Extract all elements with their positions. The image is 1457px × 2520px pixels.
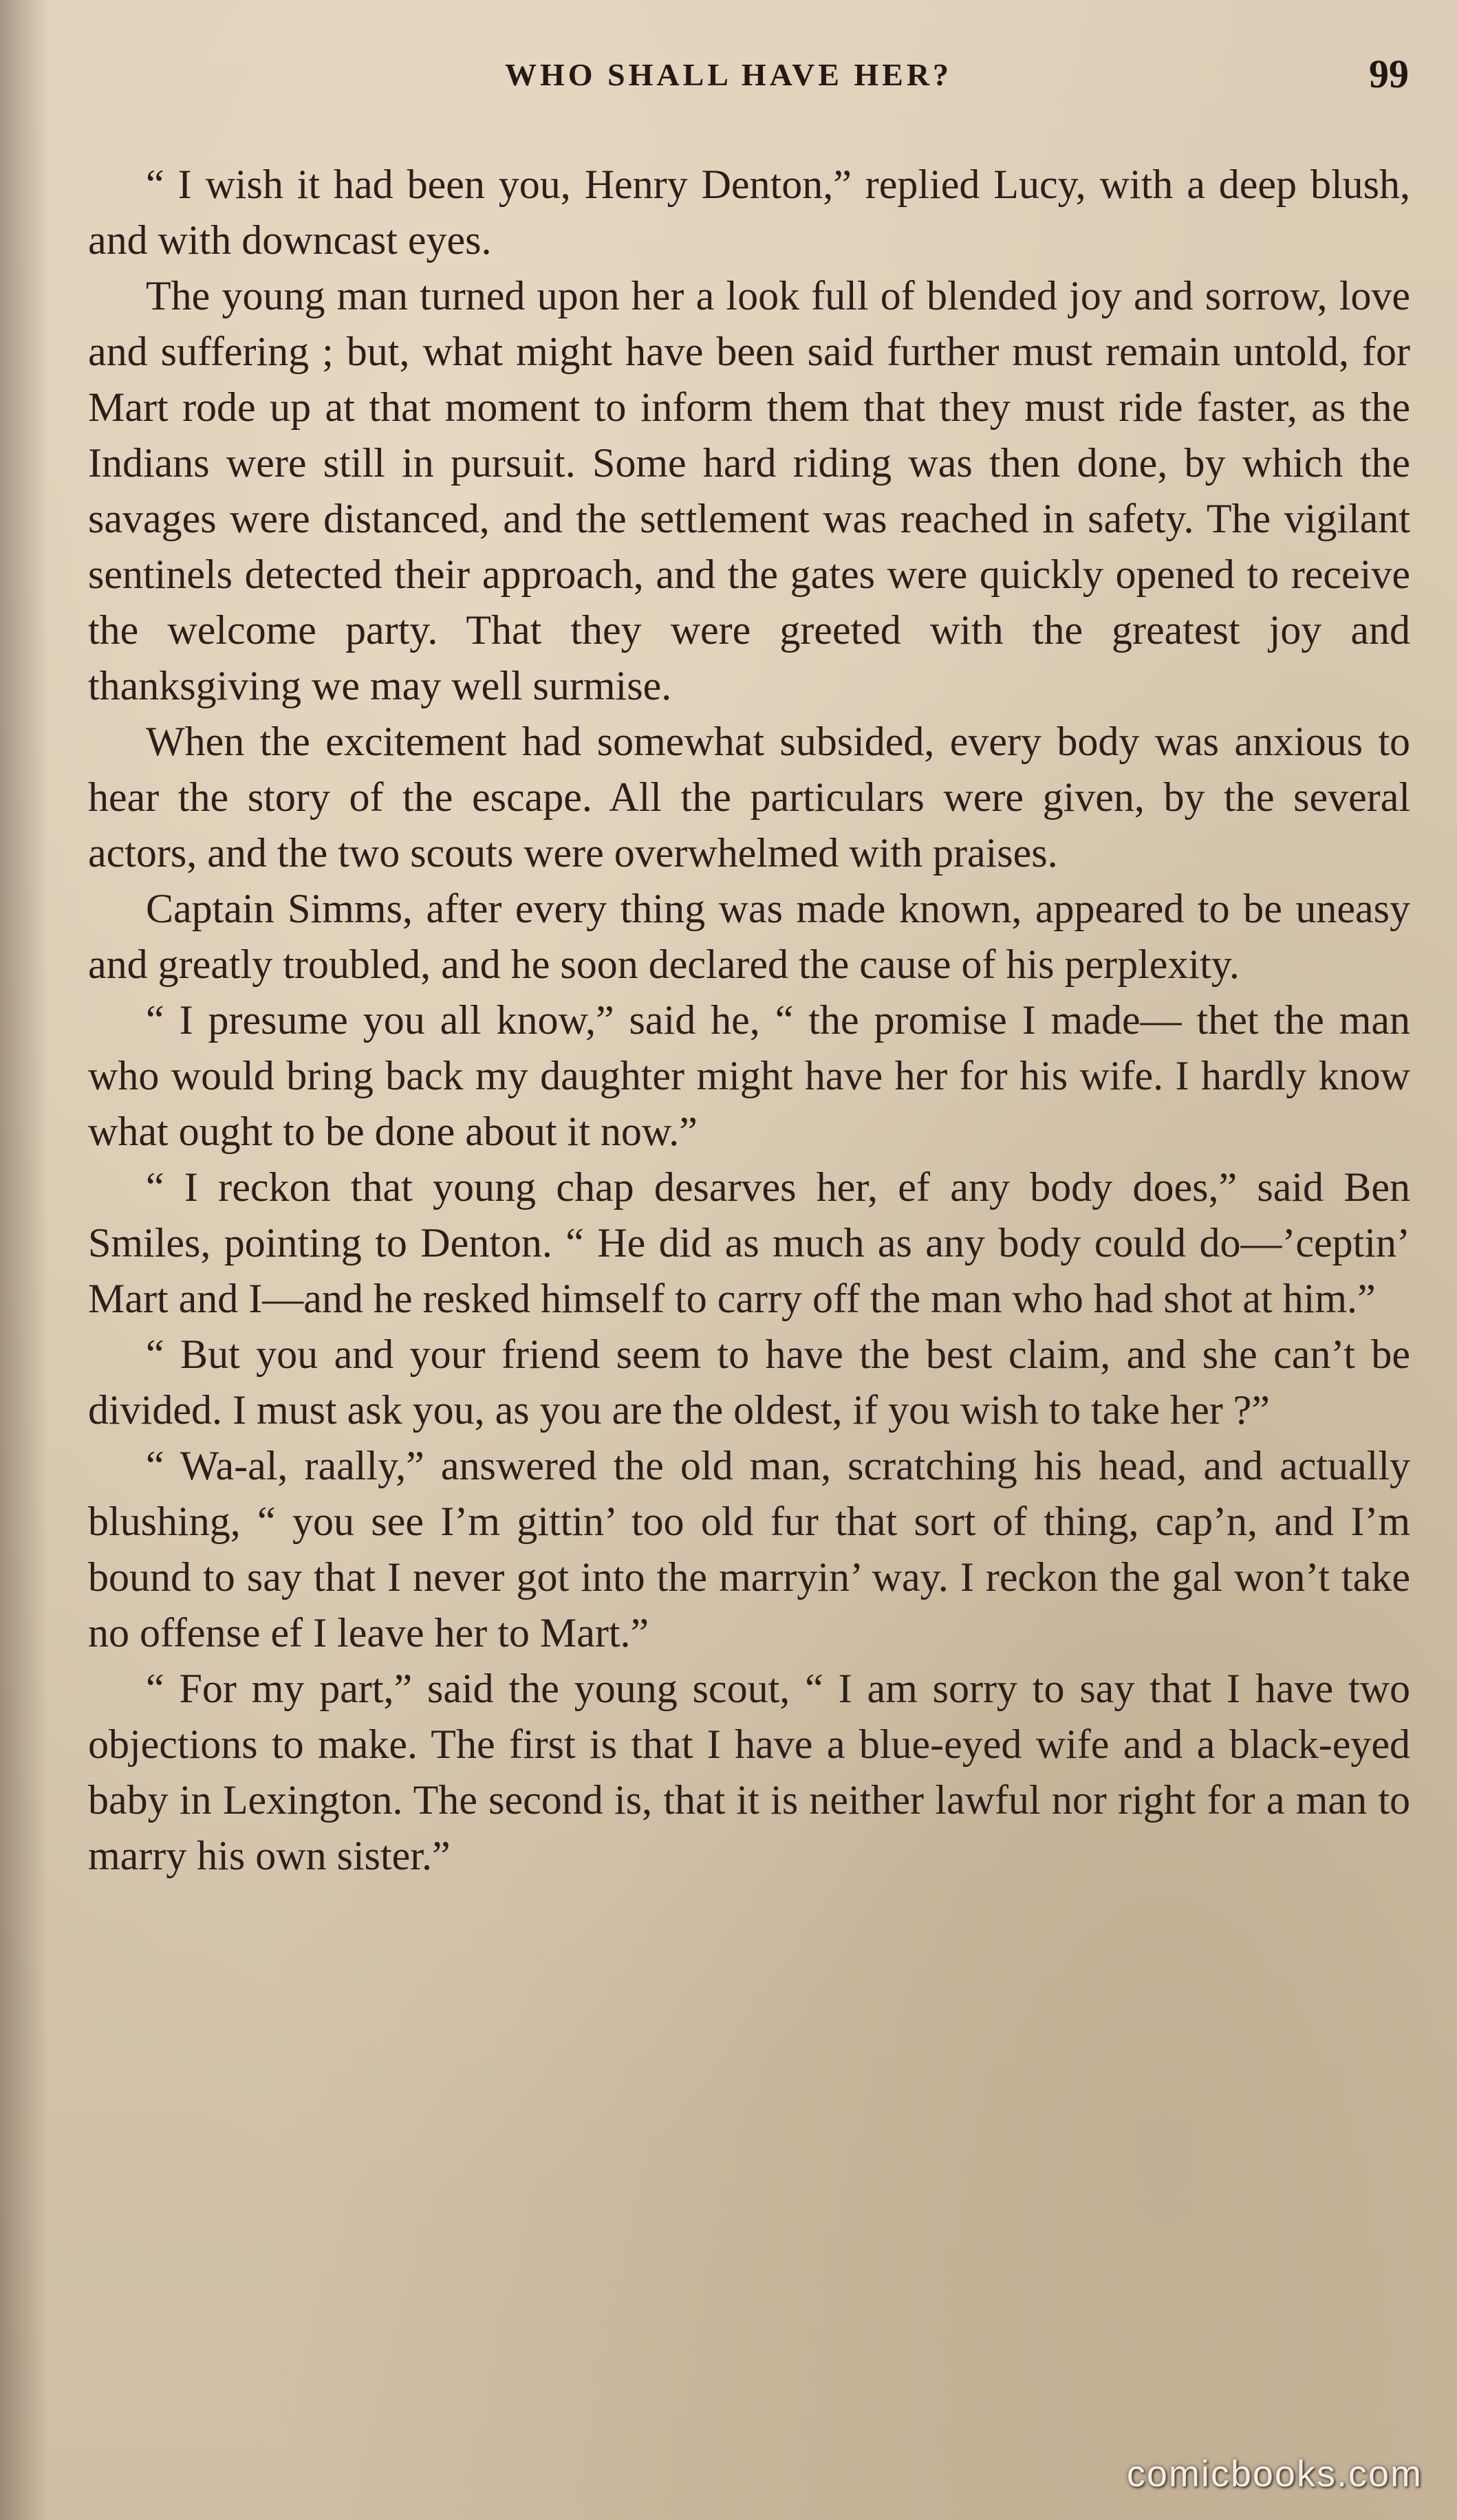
paragraph: “ For my part,” said the young scout, “ I am sorry to say that I have two objections to make. The first is that I have a blue-eyed wife and a black-eyed baby in Lexington. The second is, that it is neither lawful nor right for a man to marry his own sister.”: [88, 1666, 1410, 1878]
watermark: comicbooks.com: [1126, 2453, 1423, 2495]
body-text: [88, 157, 1410, 1884]
paragraph: “ Wa-al, raally,” answered the old man, scratching his head, and actually blushing, “ you see I’m gittin’ too old fur that sort of thing, cap’n, and I’m bound to say that I never got into the marryin’ way. I reckon the gal won’t take no offense ef I leave her to Mart.”: [88, 1443, 1410, 1655]
paragraph: “ I wish it had been you, Henry Denton,” replied Lucy, with a deep blush, and with downcast eyes.: [88, 162, 1410, 263]
running-head: WHO SHALL HAVE HER?: [504, 57, 953, 92]
paragraph: “ I presume you all know,” said he, “ the promise I made— thet the man who would bring back my daughter might have her for his wife. I hardly know what ought to be done about it now.”: [88, 997, 1410, 1154]
paragraph: The young man turned upon her a look full of blended joy and sorrow, love and suffering ; but, what might have been said further must remain untold, for Mart rode up at that moment to inform them that they must ride faster, as the Indians were still in pursuit. Some hard riding was then done, by which the savages were distanced, and the settlement was reached in safety. The vigilant sentinels detected their approach, and the gates were quickly opened to receive the welcome party. That they were greeted with the greatest joy and thanksgiving we may well surmise.: [88, 273, 1410, 708]
paragraph: “ I reckon that young chap desarves her, ef any body does,” said Ben Smiles, pointing to Denton. “ He did as much as any body could do—’ceptin’ Mart and I—and he resked himself to carry off the man who had shot at him.”: [88, 1164, 1410, 1321]
page-number: 99: [1369, 52, 1409, 96]
paragraph: Captain Simms, after every thing was made known, appeared to be uneasy and greatly troubled, and he soon declared the cause of his perplexity.: [88, 886, 1410, 987]
paragraph: When the excitement had somewhat subsided, every body was anxious to hear the story of the escape. All the particulars were given, by the several actors, and the two scouts were overwhelmed with praises.: [88, 719, 1410, 876]
paragraph: “ But you and your friend seem to have the best claim, and she can’t be divided. I must ask you, as you are the oldest, if you wish to take her ?”: [88, 1332, 1410, 1433]
